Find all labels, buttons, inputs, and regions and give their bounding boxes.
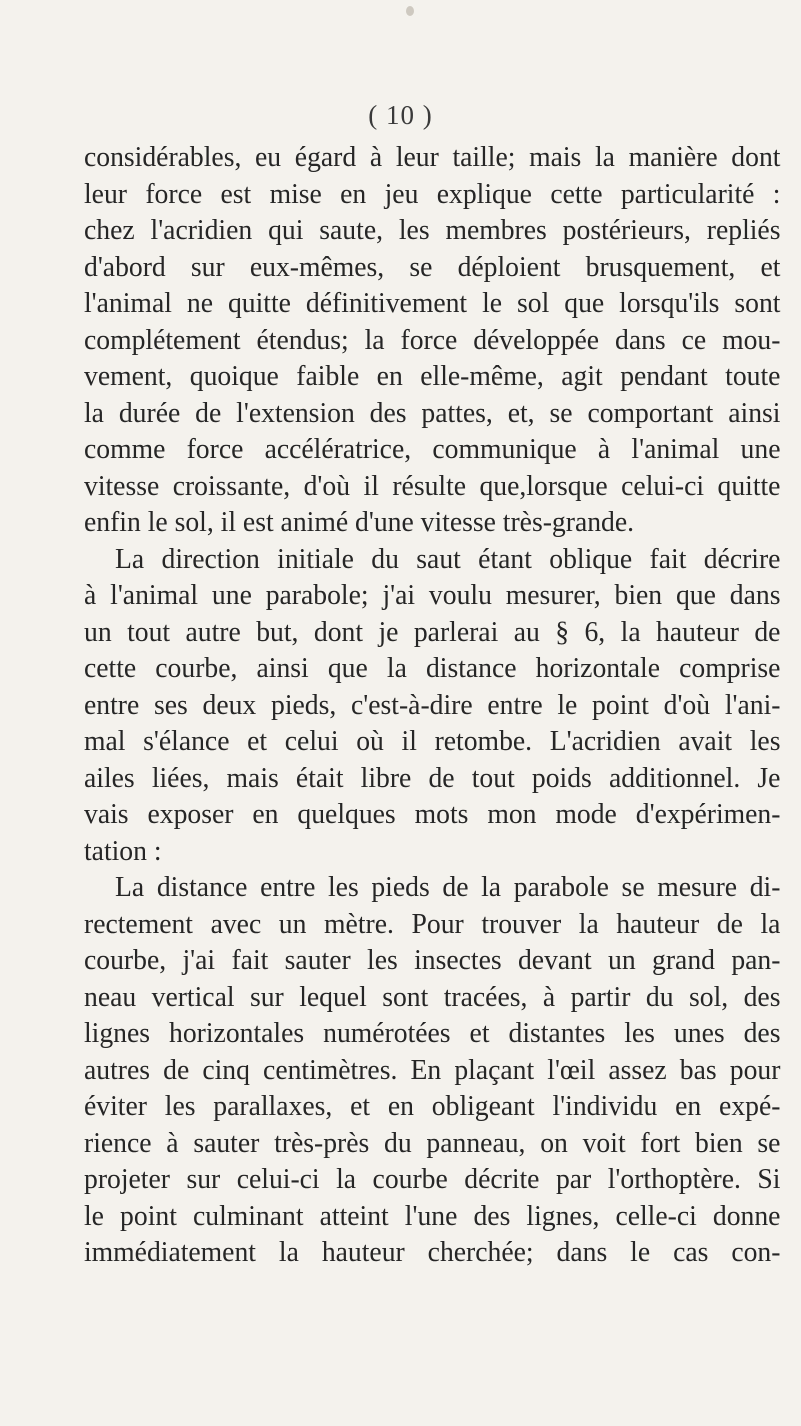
text-line: d'abord sur eux-mêmes, se déploient brusquement, et <box>84 251 781 283</box>
text-line: à l'animal une parabole; j'ai voulu mesurer, bien que dans <box>84 580 781 611</box>
text-line: vitesse croissante, d'où il résulte que,lorsque celui-ci quitte <box>84 470 781 502</box>
text-line: autres de cinq centimètres. En plaçant l'œil assez bas pour <box>84 1054 781 1086</box>
text-line: vement, quoique faible en elle-même, agit pendant toute <box>84 361 781 392</box>
text-line: projeter sur celui-ci la courbe décrite par l'orthoptère. Si <box>84 1164 781 1195</box>
text-line: ailes liées, mais était libre de tout poids additionnel. Je <box>84 762 781 794</box>
text-line: la durée de l'extension des pattes, et, se comportant ainsi <box>84 397 781 429</box>
text-line: éviter les parallaxes, et en obligeant l'individu en expé- <box>84 1091 781 1122</box>
text-line: mal s'élance et celui où il retombe. L'acridien avait les <box>84 726 781 757</box>
text-line: lignes horizontales numérotées et distantes les unes des <box>84 1018 781 1049</box>
text-line: La direction initiale du saut étant oblique fait décrire <box>115 543 781 575</box>
text-line: comme force accélératrice, communique à l'animal une <box>84 434 781 465</box>
text-line: immédiatement la hauteur cherchée; dans le cas con- <box>84 1237 781 1268</box>
text-line: cette courbe, ainsi que la distance horizontale comprise <box>84 653 781 684</box>
text-line: tation : <box>84 835 162 867</box>
text-line: courbe, j'ai fait sauter les insectes devant un grand pan- <box>84 945 781 976</box>
text-line: neau vertical sur lequel sont tracées, à partir du sol, des <box>84 981 781 1013</box>
text-line: entre ses deux pieds, c'est-à-dire entre le point d'où l'ani- <box>84 689 781 721</box>
text-line: La distance entre les pieds de la parabole se mesure di- <box>115 872 781 903</box>
text-line: rience à sauter très-près du panneau, on voit fort bien se <box>84 1127 781 1159</box>
text-line: vais exposer en quelques mots mon mode d'expérimen- <box>84 799 781 830</box>
text-line: rectement avec un mètre. Pour trouver la hauteur de la <box>84 908 781 940</box>
text-line: considérables, eu égard à leur taille; mais la manière dont <box>84 142 781 173</box>
ink-smudge <box>406 6 414 16</box>
text-line: un tout autre but, dont je parlerai au § 6, la hauteur de <box>84 616 781 648</box>
body-text <box>84 140 780 1272</box>
text-line: l'animal ne quitte définitivement le sol que lorsqu'ils sont <box>84 288 781 319</box>
text-line: le point culminant atteint l'une des lignes, celle-ci donne <box>84 1200 781 1232</box>
text-line: chez l'acridien qui saute, les membres postérieurs, repliés <box>84 215 781 246</box>
text-line: complétement étendus; la force développée dans ce mou- <box>84 324 781 356</box>
text-line: leur force est mise en jeu explique cette particularité : <box>84 178 781 210</box>
text-line: enfin le sol, il est animé d'une vitesse très-grande. <box>84 507 635 538</box>
page-number: ( 10 ) <box>368 100 433 130</box>
